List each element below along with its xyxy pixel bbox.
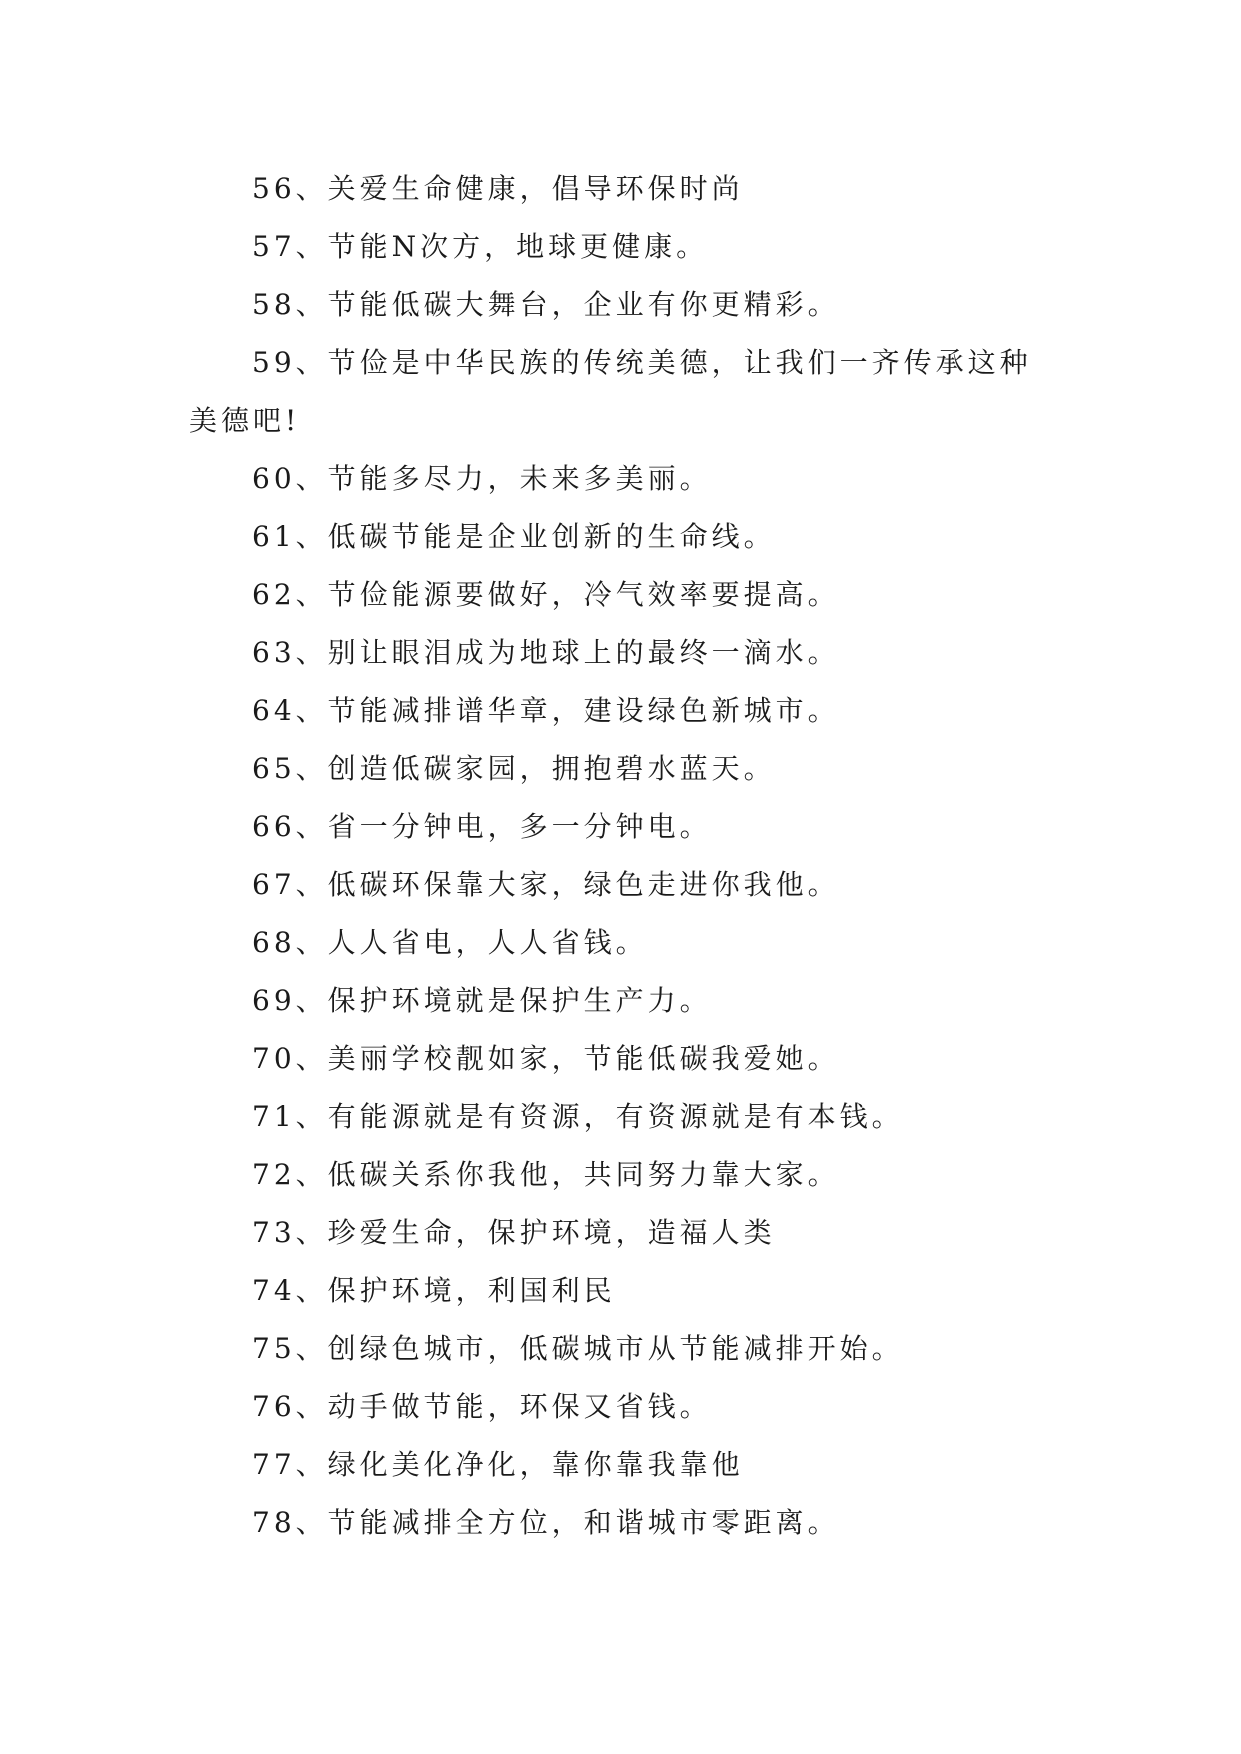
list-item: 66、省一分钟电，多一分钟电。: [252, 810, 712, 843]
list-item: 63、别让眼泪成为地球上的最终一滴水。: [252, 636, 840, 669]
list-item: 68、人人省电，人人省钱。: [252, 926, 648, 959]
list-item: 78、节能减排全方位，和谐城市零距离。: [252, 1506, 840, 1539]
list-item: 76、动手做节能，环保又省钱。: [252, 1390, 712, 1423]
list-item: 64、节能减排谱华章，建设绿色新城市。: [252, 694, 840, 727]
list-item: 61、低碳节能是企业创新的生命线。: [252, 520, 776, 553]
list-item: 70、美丽学校靓如家，节能低碳我爱她。: [252, 1042, 840, 1075]
list-item: 57、节能N次方，地球更健康。: [252, 230, 709, 263]
list-item: 58、节能低碳大舞台，企业有你更精彩。: [252, 288, 840, 321]
slogan-list: [189, 160, 1049, 1552]
list-item: 73、珍爱生命，保护环境，造福人类: [252, 1216, 776, 1249]
list-item: 65、创造低碳家园，拥抱碧水蓝天。: [252, 752, 776, 785]
list-item: 75、创绿色城市，低碳城市从节能减排开始。: [252, 1332, 904, 1365]
list-item: 74、保护环境，利国利民: [252, 1274, 616, 1307]
list-item: 62、节俭能源要做好，冷气效率要提高。: [252, 578, 840, 611]
list-item: 71、有能源就是有资源，有资源就是有本钱。: [252, 1100, 904, 1133]
list-item: 60、节能多尽力，未来多美丽。: [252, 462, 712, 495]
list-item: 56、关爱生命健康，倡导环保时尚: [252, 172, 744, 205]
list-item: 59、节俭是中华民族的传统美德，让我们一齐传承这种美德吧!: [189, 346, 1032, 437]
list-item: 67、低碳环保靠大家，绿色走进你我他。: [252, 868, 840, 901]
list-item: 69、保护环境就是保护生产力。: [252, 984, 712, 1017]
list-item: 77、绿化美化净化，靠你靠我靠他: [252, 1448, 744, 1481]
list-item: 72、低碳关系你我他，共同努力靠大家。: [252, 1158, 840, 1191]
